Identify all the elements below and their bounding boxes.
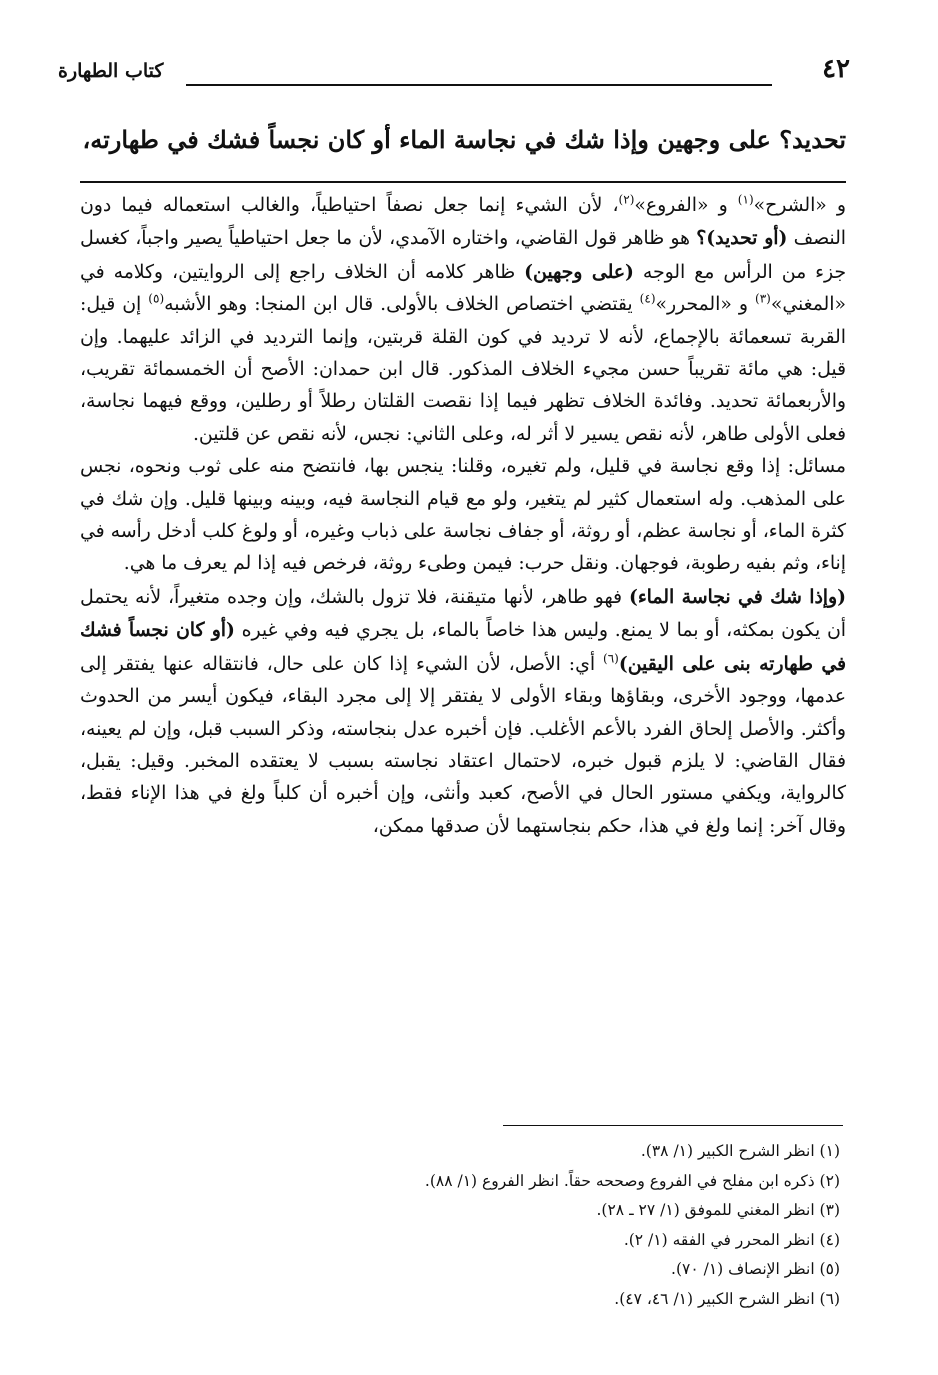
quoted-matn: (وإذا شك في نجاسة الماء) (628, 585, 846, 608)
matn-divider (80, 181, 846, 183)
quoted-matn: (أو كان نجساً فشك في طهارته بنى على اليقين) (80, 619, 846, 675)
footnote-divider (503, 1125, 843, 1126)
commentary-body (80, 190, 846, 843)
quoted-matn: (أو تحديد)؟ (696, 227, 788, 250)
text-run: مسائل: إذا وقع نجاسة في قليل، ولم تغيره، وقلنا: ينجس بها، فانتضح منه على ثوب ونحوه، نجس على المذهب. وله استعمال كثير لم يتغير، ولو مع قيام النجاسة فيه، وبينه وبينها قليل. وإن شك في كثرة الماء، أو نجاسة عظم، أو روثة، أو جفاف نجاسة على ذباب وغيره، أو ولوغ كلب أدخل رأسه في إناء، وثم بفيه رطوبة، فوجهان. ونقل حرب: فيمن وطىء روثة، فرخص فيه إذا لم يعرف ما هي. (80, 456, 846, 575)
book-title: كتاب الطهارة (58, 60, 164, 82)
header-rule (186, 84, 772, 86)
text-run: إن قيل: القربة تسعمائة بالإجماع، لأنه لا ترديد في كون القلة قربتين، وإنما الترديد في الزائد عليهما. وإن قيل: هي مائة تقريباً حسن مجيء الخلاف المذكور. قال ابن حمدان: الأصح أن الخمسمائة تقريب، والأربعمائة تحديد. وفائدة الخلاف تظهر فيما إذا نقصت القلتان رطلاً أو رطلين، ووقع فيهما نجاسة، فعلى الأولى طاهر، لأنه نقص يسير لا أثر له، وعلى الثاني: نجس، لأنه نقص عن قلتين. (80, 294, 846, 445)
paragraph-1 (80, 190, 846, 451)
text-run: يقتضي اختصاص الخلاف بالأولى. قال ابن المنجا: وهو الأشبه (164, 294, 640, 316)
footnote-2: (٢) ذكره ابن مفلح في الفروع وصححه حقاً. انظر الفروع (١/ ٨٨). (424, 1171, 840, 1190)
footnote-ref: (١) (737, 192, 754, 207)
footnotes (380, 1137, 840, 1314)
footnote-3: (٣) انظر المغني للموفق (١/ ٢٧ ـ ٢٨). (596, 1201, 840, 1219)
footnote-4: (٤) انظر المحرر في الفقه (١/ ٢). (623, 1230, 840, 1249)
footnote-ref: (٦) (603, 651, 619, 666)
text-run: هو ظاهر قول القاضي، واختاره الآمدي، لأن ما جعل احتياطياً يصير واجباً، كغسل جزء من الرأس مع الوجه (80, 228, 846, 283)
matn-text: تحديد؟ على وجهين وإذا شك في نجاسة الماء أو كان نجساً فشك في طهارته، (82, 125, 846, 154)
text-run: و «الشرح» (753, 195, 846, 216)
text-run: و «المحرر» (655, 294, 755, 316)
footnote-5: (٥) انظر الإنصاف (١/ ٧٠). (671, 1260, 840, 1278)
text-run: و «الفروع» (634, 195, 738, 216)
text-run: أي: الأصل، لأن الشيء إذا كان على حال، فانتقاله عنها يفتقر إلى عدمها، ووجود الأخرى، وبقاؤها وبقاء الأولى لا يفتقر إلا إلى مجرد البقاء، فيكون أيسر من الحدوث وأكثر. والأصل إلحاق الفرد بالأعم الأغلب. فإن أخبره عدل بنجاسته، وذكر السبب قبل، وإن لم يعينه، فقال القاضي: لا يلزم قبول خبره، لاحتمال اعتقاد نجاسته بسبب لا يعتقده المخبر. وقيل: يقبل، كالرواية، ويكفي مستور الحال في الأصح، كعبد وأنثى، وإن أخبره أن كلباً ولغ في هذا الإناء فقط، وقال آخر: إنما ولغ في هذا، حكم بنجاستهما لأن صدقها ممكن، (80, 653, 846, 837)
footnote-ref: (٣) (755, 291, 771, 306)
page-number: ٤٢ (822, 54, 850, 84)
running-header (58, 54, 850, 90)
text-run: ، لأن الشيء إنما جعل نصفاً احتياطياً، والغالب استعماله فيما دون النصف (80, 195, 847, 250)
footnote-1: (١) انظر الشرح الكبير (١/ ٣٨). (640, 1142, 840, 1160)
text-run: فهو طاهر، لأنها متيقنة، فلا تزول بالشك، وإن وجده متغيراً، لأنه يحتمل أن يكون بمكثه، أو بما لا يمنع. وليس هذا خاصاً بالماء، بل يجري فيه وفي غيره (80, 586, 846, 642)
footnote-ref: (٤) (639, 291, 656, 306)
paragraph-2 (80, 451, 846, 581)
text-run: ظاهر كلامه أن الخلاف راجع إلى الروايتين، وكلامه في «المغني» (80, 261, 846, 316)
footnote-ref: (٢) (618, 192, 635, 207)
footnote-ref: (٥) (148, 291, 165, 306)
paragraph-3 (80, 581, 846, 843)
quoted-matn: (على وجهين) (524, 260, 634, 283)
footnote-6: (٦) انظر الشرح الكبير (١/ ٤٦، ٤٧). (614, 1289, 840, 1308)
